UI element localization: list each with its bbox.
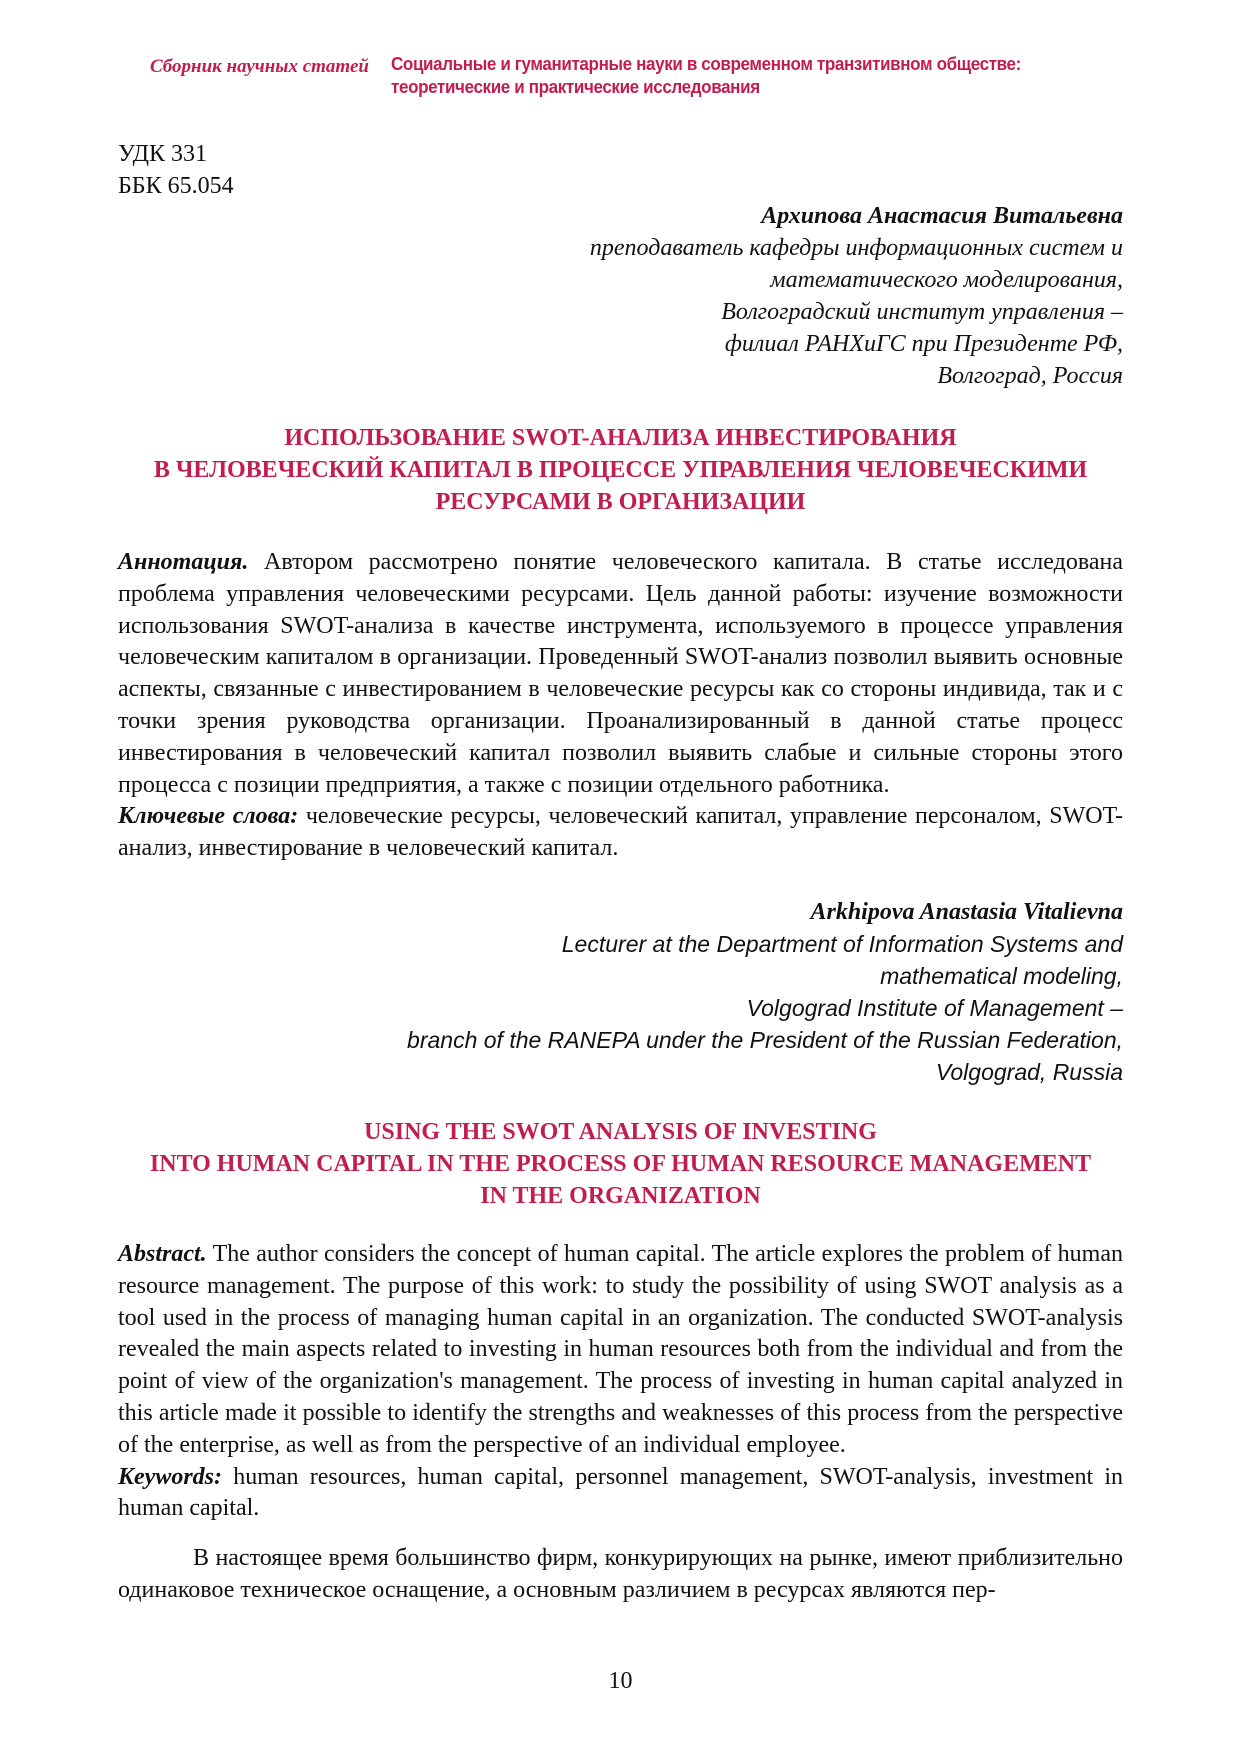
udk-code: УДК 331 — [118, 141, 207, 167]
author-affiliation-line: преподаватель кафедры информационных систем и — [589, 235, 1123, 261]
author-affiliation-line: branch of the RANEPA under the President of the Russian Federation, — [407, 1027, 1123, 1053]
body-paragraph: В настоящее время большинство фирм, конкурирующих на рынке, имеют приблизительно одинаковое техническое оснащение, а основным различием в ресурсах являются пер- — [118, 1545, 1123, 1603]
author-info-ru — [323, 200, 1123, 392]
author-name-en: Arkhipova Anastasia Vitalievna — [810, 899, 1123, 925]
keywords-label: Keywords: — [118, 1463, 222, 1490]
keywords-paragraph — [118, 801, 1123, 865]
collection-name: Сборник научных статей — [150, 56, 369, 77]
running-header — [150, 52, 1140, 98]
abstract-label: Аннотация. — [118, 549, 249, 575]
abstract-text: The author considers the concept of human capital. The article explores the problem of human resource management. The purpose of this work: to study the possibility of using SWOT analysis as a tool used in the process of managing human capital in an organization. The conducted SWOT-analysis revealed the main aspects related to investing in human resources both from the individual and from the point of view of the organization's management. The process of investing in human capital analyzed in this article made it possible to identify the strengths and weaknesses of this process from the perspective of the enterprise, as well as from the perspective of an individual employee. — [118, 1241, 1123, 1458]
article-title-en — [118, 1116, 1123, 1212]
abstract-paragraph — [118, 1239, 1123, 1462]
abstract-label: Abstract. — [118, 1241, 207, 1267]
title-line: ИСПОЛЬЗОВАНИЕ SWOT-АНАЛИЗА ИНВЕСТИРОВАНИЯ — [284, 425, 957, 451]
article-title-ru — [118, 422, 1123, 518]
title-line: IN THE ORGANIZATION — [480, 1183, 761, 1209]
abstract-ru — [118, 547, 1123, 865]
keywords-text: человеческие ресурсы, человеческий капитал, управление персоналом, SWOT-анализ, инвестирование в человеческий капитал. — [118, 803, 1124, 862]
title-line: USING THE SWOT ANALYSIS OF INVESTING — [364, 1119, 877, 1145]
keywords-paragraph — [118, 1462, 1123, 1526]
keywords-text: human resources, human capital, personnel management, SWOT-analysis, investment in human capital. — [118, 1463, 1123, 1522]
author-info-en — [223, 896, 1123, 1088]
bbk-code: ББК 65.054 — [118, 173, 234, 199]
classification-codes — [118, 138, 234, 202]
page-number: 10 — [608, 1668, 633, 1694]
abstract-paragraph — [118, 547, 1123, 801]
author-affiliation-line: Волгоград, Россия — [937, 363, 1123, 389]
author-affiliation-line: Volgograd, Russia — [935, 1059, 1123, 1085]
journal-title-line: теоретические и практические исследования — [390, 76, 760, 97]
journal-title-line: Социальные и гуманитарные науки в современном транзитивном обществе: — [390, 53, 1021, 74]
author-affiliation-line: mathematical modeling, — [880, 963, 1123, 989]
author-affiliation-line: Volgograd Institute of Management – — [746, 995, 1123, 1021]
abstract-text: Автором рассмотрено понятие человеческого капитала. В статье исследована проблема управления человеческими ресурсами. Цель данной работы: изучение возможности использования SWOT-анализа в качестве инструмента, используемого в процессе управления человеческим капиталом в организации. Проведенный SWOT-анализ позволил выявить основные аспекты, связанные с инвестированием в человеческие ресурсы как со стороны индивида, так и с точки зрения руководства организации. Проанализированный в данной статье процесс инвестирования в человеческий капитал позволил выявить слабые и сильные стороны этого процесса с позиции предприятия, а также с позиции отдельного работника. — [118, 549, 1123, 798]
title-line: INTO HUMAN CAPITAL IN THE PROCESS OF HUMAN RESOURCE MANAGEMENT — [149, 1151, 1092, 1177]
keywords-label: Ключевые слова: — [118, 803, 299, 830]
journal-title — [391, 52, 1021, 98]
title-line: В ЧЕЛОВЕЧЕСКИЙ КАПИТАЛ В ПРОЦЕССЕ УПРАВЛЕНИЯ ЧЕЛОВЕЧЕСКИМИ — [153, 457, 1088, 483]
author-name-ru: Архипова Анастасия Витальевна — [761, 203, 1123, 229]
author-affiliation-line: Lecturer at the Department of Information Systems and — [561, 931, 1123, 957]
author-affiliation-line: математического моделирования, — [770, 267, 1123, 293]
abstract-en — [118, 1239, 1123, 1525]
author-affiliation-line: Волгоградский институт управления – — [721, 299, 1123, 325]
title-line: РЕСУРСАМИ В ОРГАНИЗАЦИИ — [435, 489, 806, 515]
author-affiliation-line: филиал РАНХиГС при Президенте РФ, — [724, 331, 1123, 357]
